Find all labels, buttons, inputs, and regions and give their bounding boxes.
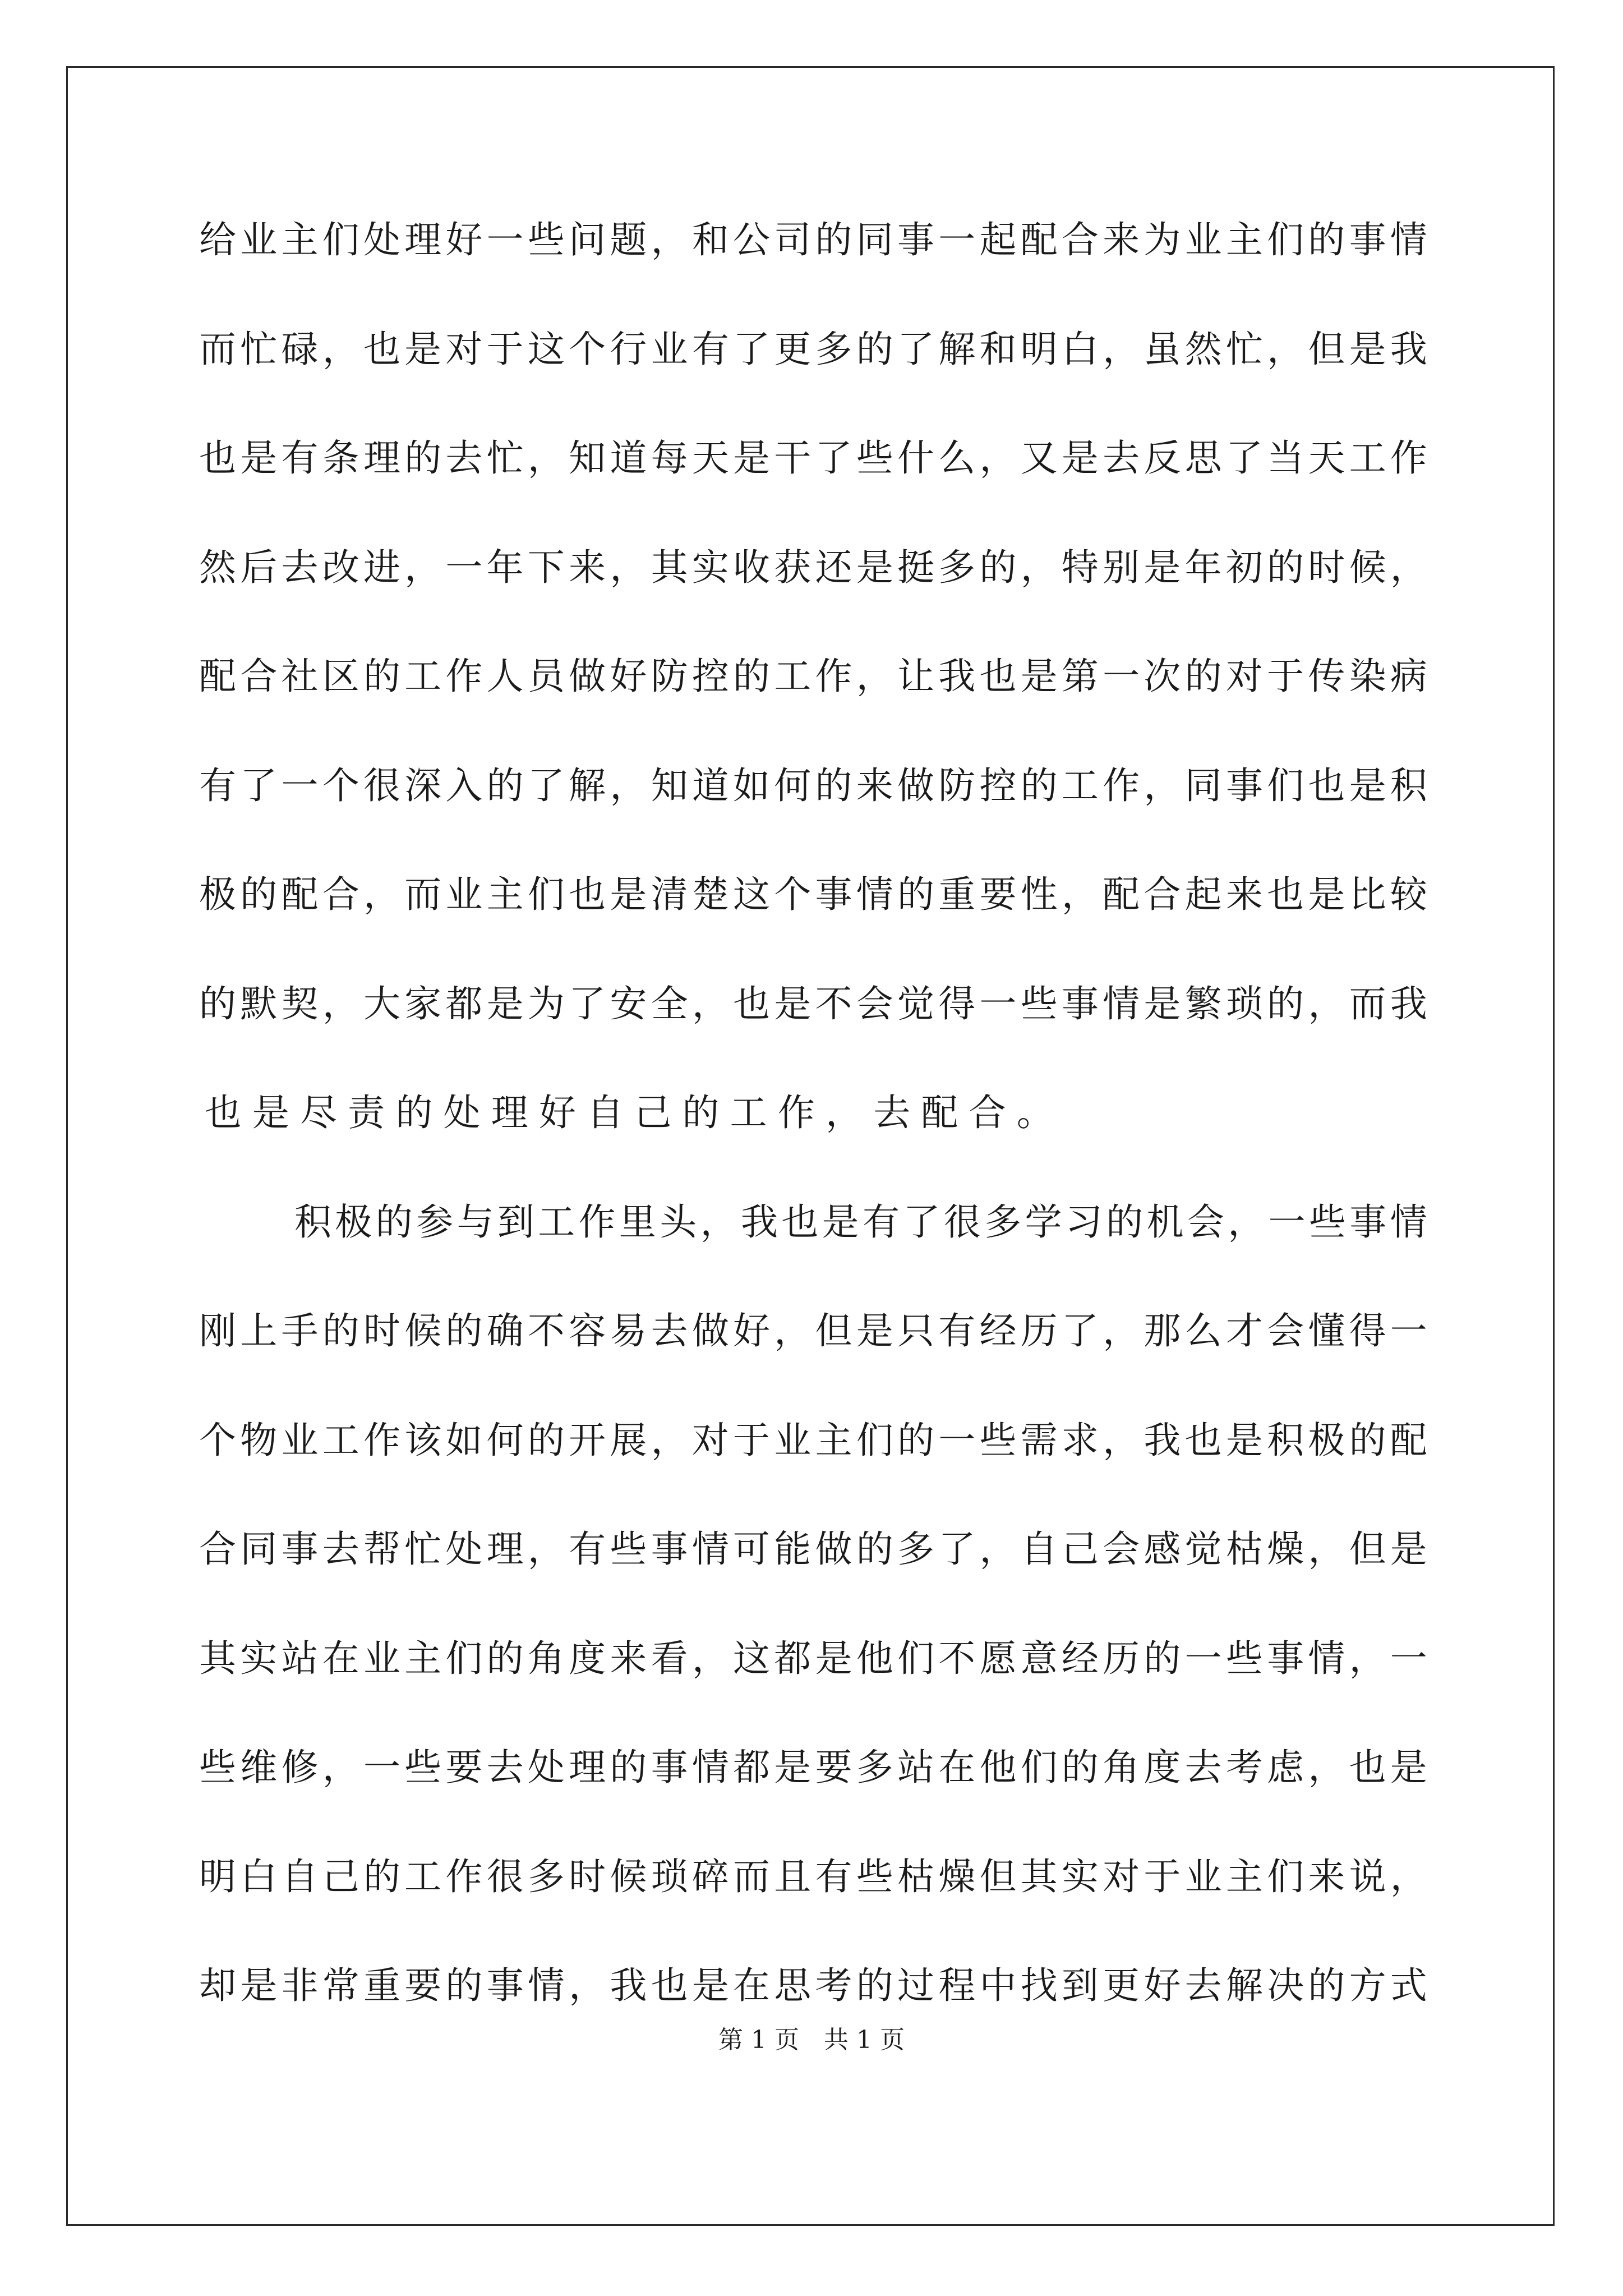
- text-line: 却 是 非 常 重 要 的 事 情 ， 我 也 是 在 思 考 的 过 程 中 找 到 更 好 去 解 决 的 方 式: [199, 1964, 1427, 2007]
- text-line: 的 默 契 ， 大 家 都 是 为 了 安 全 ， 也 是 不 会 觉 得 一 些 事 情 是 繁 琐 的 ， 而 我: [199, 982, 1427, 1025]
- text-line: 明 白 自 己 的 工 作 很 多 时 候 琐 碎 而 且 有 些 枯 燥 但 其 实 对 于 业 主 们 来 说 ，: [199, 1855, 1427, 1898]
- text-line: 极 的 配 合 ， 而 业 主 们 也 是 清 楚 这 个 事 情 的 重 要 性 ， 配 合 起 来 也 是 比 较: [199, 873, 1427, 916]
- text-line: 其 实 站 在 业 主 们 的 角 度 来 看 ， 这 都 是 他 们 不 愿 意 经 历 的 一 些 事 情 ， 一: [199, 1636, 1427, 1680]
- text-line: 给 业 主 们 处 理 好 一 些 问 题 ， 和 公 司 的 同 事 一 起 配 合 来 为 业 主 们 的 事 情: [199, 218, 1427, 261]
- text-line: 也 是 尽 责 的 处 理 好 自 己 的 工 作 ， 去 配 合 。: [204, 1091, 1054, 1134]
- text-line: 配 合 社 区 的 工 作 人 员 做 好 防 控 的 工 作 ， 让 我 也 是 第 一 次 的 对 于 传 染 病: [199, 655, 1427, 698]
- text-line: 个 物 业 工 作 该 如 何 的 开 展 ， 对 于 业 主 们 的 一 些 需 求 ， 我 也 是 积 极 的 配: [199, 1418, 1427, 1462]
- document-body: [199, 218, 1427, 2077]
- text-line: 然 后 去 改 进 ， 一 年 下 来 ， 其 实 收 获 还 是 挺 多 的 ， 特 别 是 年 初 的 时 候 ，: [199, 545, 1427, 589]
- text-line: 积 极 的 参 与 到 工 作 里 头 ， 我 也 是 有 了 很 多 学 习 的 机 会 ， 一 些 事 情: [294, 1200, 1427, 1244]
- text-line: 而 忙 碌 ， 也 是 对 于 这 个 行 业 有 了 更 多 的 了 解 和 明 白 ， 虽 然 忙 ， 但 是 我: [199, 327, 1427, 371]
- text-line: 也 是 有 条 理 的 去 忙 ， 知 道 每 天 是 干 了 些 什 么 ， 又 是 去 反 思 了 当 天 工 作: [199, 436, 1427, 480]
- text-line: 刚 上 手 的 时 候 的 确 不 容 易 去 做 好 ， 但 是 只 有 经 历 了 ， 那 么 才 会 懂 得 一: [199, 1309, 1427, 1352]
- text-line: 些 维 修 ， 一 些 要 去 处 理 的 事 情 都 是 要 多 站 在 他 们 的 角 度 去 考 虑 ， 也 是: [199, 1746, 1427, 1789]
- text-line: 有 了 一 个 很 深 入 的 了 解 ， 知 道 如 何 的 来 做 防 控 的 工 作 ， 同 事 们 也 是 积: [199, 763, 1427, 807]
- text-line: 合 同 事 去 帮 忙 处 理 ， 有 些 事 情 可 能 做 的 多 了 ， 自 己 会 感 觉 枯 燥 ， 但 是: [199, 1527, 1427, 1571]
- page-footer: 第 1 页 共 1 页: [718, 2026, 905, 2054]
